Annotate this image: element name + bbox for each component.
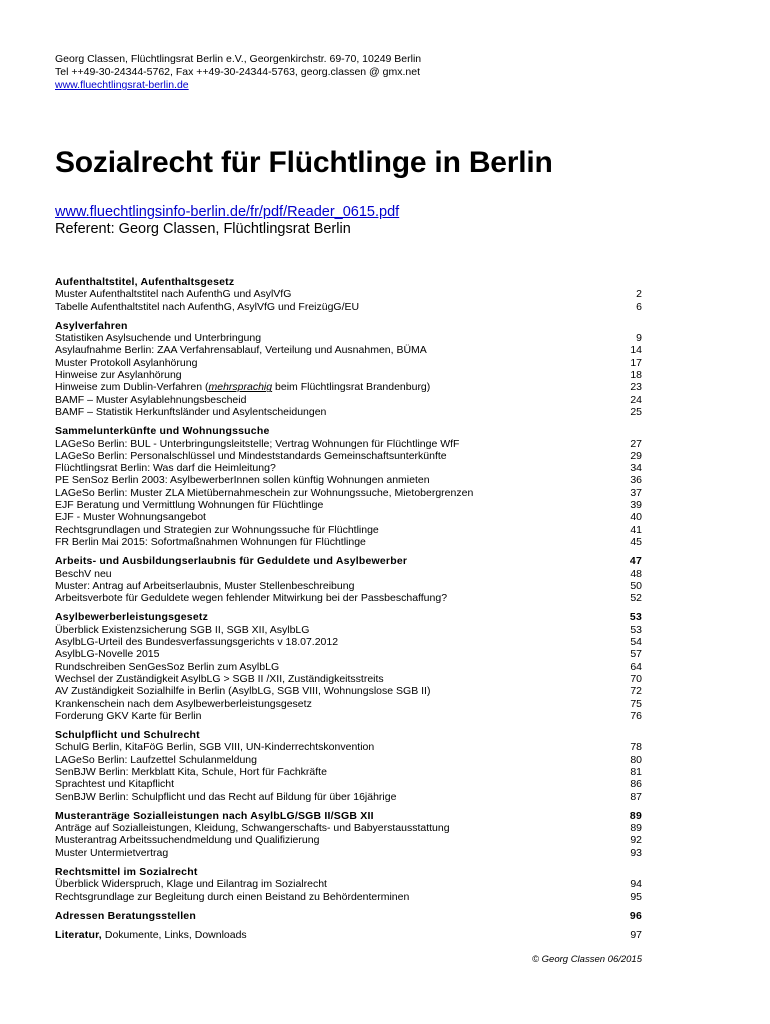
copyright-footer: © Georg Classen 06/2015: [532, 954, 642, 965]
reader-pdf-link[interactable]: www.fluechtlingsinfo-berlin.de/fr/pdf/Reader_0615.pdf: [55, 204, 400, 220]
letterhead-contact: Tel ++49-30-24344-5762, Fax ++49-30-24344-5763, georg.classen @ gmx.net: [55, 66, 420, 78]
toc-entry[interactable]: BAMF – Muster Asylablehnungsbescheid 24: [55, 393, 642, 406]
table-of-contents: [55, 276, 642, 949]
toc-entry[interactable]: LAGeSo Berlin: Muster ZLA Mietübernahmeschein zur Wohnungssuche, Mietobergrenzen 37: [55, 486, 642, 499]
document-title: Sozialrecht für Flüchtlinge in Berlin: [55, 146, 553, 179]
toc-entry[interactable]: AsylbLG-Novelle 2015 57: [55, 648, 642, 661]
toc-heading: Adressen Beratungsstellen: [55, 909, 196, 922]
toc-entry[interactable]: Sprachtest und Kitapflicht 86: [55, 778, 642, 791]
toc-entry[interactable]: AV Zuständigkeit Sozialhilfe in Berlin (AsylbLG, SGB VIII, Wohnungslose SGB II) 72: [55, 685, 642, 698]
toc-heading: Asylverfahren: [55, 319, 128, 332]
subtitle-block: [55, 204, 399, 238]
toc-entry[interactable]: Musterantrag Arbeitssuchendmeldung und Qualifizierung 92: [55, 834, 642, 847]
toc-heading: Arbeits- und Ausbildungserlaubnis für Geduldete und Asylbewerber: [55, 555, 408, 568]
toc-entry[interactable]: EJF - Muster Wohnungsangebot 40: [55, 511, 642, 524]
toc-entry[interactable]: Wechsel der Zuständigkeit AsylbLG > SGB II /XII, Zuständigkeitsstreits 70: [55, 672, 642, 685]
toc-entry[interactable]: PE SenSoz Berlin 2003: AsylbewerberInnen sollen künftig Wohnungen anmieten 36: [55, 474, 642, 487]
toc-section-arbeitserlaubnis: Arbeits- und Ausbildungserlaubnis für Geduldete und Asylbewerber 47 BeschV neu 48 Muster: Antrag auf Arbeitserlaubnis, Muster Stellenbeschreibung 50 Arbeitsverbote für Geduldete wegen fehlender Mitwirkung bei der Passbeschaffung? 52: [55, 555, 642, 605]
letterhead-website-link[interactable]: www.fluechtlingsrat-berlin.de: [55, 79, 189, 91]
toc-section-literatur: [55, 929, 642, 941]
toc-entry[interactable]: LAGeSo Berlin: BUL - Unterbringungsleitstelle; Vertrag Wohnungen für Flüchtlinge WfF 27: [55, 437, 642, 450]
toc-entry[interactable]: Hinweise zum Dublin-Verfahren (mehrsprachig beim Flüchtlingsrat Brandenburg) 23: [55, 381, 642, 394]
toc-heading: Sammelunterkünfte und Wohnungssuche: [55, 425, 270, 438]
toc-entry[interactable]: BAMF – Statistik Herkunftsländer und Asylentscheidungen 25: [55, 405, 642, 418]
toc-heading: Musteranträge Sozialleistungen nach AsylbLG/SGB II/SGB XII: [55, 809, 374, 822]
toc-entry[interactable]: Rechtsgrundlage zur Begleitung durch einen Beistand zu Behördenterminen 95: [55, 890, 642, 903]
toc-entry[interactable]: LAGeSo Berlin: Laufzettel Schulanmeldung 80: [55, 753, 642, 766]
toc-entry[interactable]: Krankenschein nach dem Asylbewerberleistungsgesetz 75: [55, 697, 642, 710]
toc-entry[interactable]: Literatur, Dokumente, Links, Downloads 97: [55, 929, 642, 942]
toc-section-asylverfahren: [55, 320, 642, 418]
toc-entry[interactable]: BeschV neu 48: [55, 567, 642, 580]
toc-entry[interactable]: EJF Beratung und Vermittlung Wohnungen für Flüchtlinge 39: [55, 499, 642, 512]
toc-entry[interactable]: AsylbLG-Urteil des Bundesverfassungsgerichts v 18.07.2012 54: [55, 636, 642, 649]
toc-heading: Literatur,: [55, 929, 102, 942]
toc-entry[interactable]: Adressen Beratungsstellen 96: [55, 909, 642, 922]
toc-entry[interactable]: Tabelle Aufenthaltstitel nach AufenthG, AsylVfG und FreizügG/EU 6: [55, 300, 642, 313]
referent-line: Referent: Georg Classen, Flüchtlingsrat Berlin: [55, 221, 351, 237]
toc-heading: Asylbewerberleistungsgesetz: [55, 611, 209, 624]
toc-entry[interactable]: LAGeSo Berlin: Personalschlüssel und Mindeststandards Gemeinschaftsunterkünfte 29: [55, 449, 642, 462]
toc-entry[interactable]: Statistiken Asylsuchende und Unterbringung 9: [55, 332, 642, 345]
toc-section-rechtsmittel: [55, 866, 642, 903]
toc-entry[interactable]: Asylaufnahme Berlin: ZAA Verfahrensablauf, Verteilung und Ausnahmen, BÜMA 14: [55, 344, 642, 357]
toc-entry[interactable]: Überblick Existenzsicherung SGB II, SGB XII, AsylbLG 53: [55, 623, 642, 636]
toc-section-aufenthalt: [55, 276, 642, 313]
toc-entry[interactable]: SenBJW Berlin: Schulpflicht und das Recht auf Bildung für über 16jährige 87: [55, 790, 642, 803]
letterhead: [55, 53, 421, 92]
toc-section-adressen: [55, 910, 642, 922]
toc-heading: Aufenthaltstitel, Aufenthaltsgesetz: [55, 276, 235, 288]
toc-entry[interactable]: Hinweise zur Asylanhörung 18: [55, 369, 642, 382]
toc-entry[interactable]: Arbeitsverbote für Geduldete wegen fehlender Mitwirkung bei der Passbeschaffung? 52: [55, 592, 642, 605]
toc-section-asylblg: Asylbewerberleistungsgesetz 53 Überblick Existenzsicherung SGB II, SGB XII, AsylbLG 53 AsylbLG-Urteil des Bundesverfassungsgerichts v 18.07.2012 54 AsylbLG-Novelle 2015 57 Rundschreiben SenGesSoz Berlin zum AsylbLG 64 Wechsel der Zuständigkeit AsylbLG > SGB II /XII, Zuständigkeitsstreits 70 AV Zuständigkeit Sozialhilfe in Berlin (AsylbLG, SGB VIII, Wohnungslose SGB II) 72 Krankenschein nach dem Asylbewerberleistungsgesetz 75 Forderung GKV Karte für Berlin 76: [55, 611, 642, 722]
toc-entry[interactable]: Flüchtlingsrat Berlin: Was darf die Heimleitung? 34: [55, 462, 642, 475]
toc-entry[interactable]: Anträge auf Sozialleistungen, Kleidung, Schwangerschafts- und Babyerstausstattung 89: [55, 822, 642, 835]
toc-entry[interactable]: Muster Protokoll Asylanhörung 17: [55, 356, 642, 369]
toc-section-schulpflicht: [55, 729, 642, 803]
toc-section-unterkuenfte: [55, 425, 642, 548]
toc-entry[interactable]: Muster Aufenthaltstitel nach AufenthG und AsylVfG 2: [55, 288, 642, 301]
toc-entry[interactable]: Rundschreiben SenGesSoz Berlin zum AsylbLG 64: [55, 660, 642, 673]
toc-entry[interactable]: Überblick Widerspruch, Klage und Eilantrag im Sozialrecht 94: [55, 878, 642, 891]
toc-entry[interactable]: Muster: Antrag auf Arbeitserlaubnis, Muster Stellenbeschreibung 50: [55, 579, 642, 592]
toc-entry[interactable]: SenBJW Berlin: Merkblatt Kita, Schule, Hort für Fachkräfte 81: [55, 765, 642, 778]
toc-section-mustertantraege: Musteranträge Sozialleistungen nach AsylbLG/SGB II/SGB XII 89 Anträge auf Sozialleistungen, Kleidung, Schwangerschafts- und Babyerstausstattung 89 Musterantrag Arbeitssuchendmeldung und Qualifizierung 92 Muster Untermietvertrag 93: [55, 809, 642, 859]
toc-entry[interactable]: SchulG Berlin, KitaFöG Berlin, SGB VIII, UN-Kinderrechtskonvention 78: [55, 741, 642, 754]
toc-entry[interactable]: Forderung GKV Karte für Berlin 76: [55, 709, 642, 722]
toc-heading: Rechtsmittel im Sozialrecht: [55, 866, 198, 879]
toc-entry[interactable]: FR Berlin Mai 2015: Sofortmaßnahmen Wohnungen für Flüchtlinge 45: [55, 535, 642, 548]
toc-entry[interactable]: Rechtsgrundlagen und Strategien zur Wohnungssuche für Flüchtlinge 41: [55, 523, 642, 536]
toc-heading: Schulpflicht und Schulrecht: [55, 729, 200, 742]
letterhead-address: Georg Classen, Flüchtlingsrat Berlin e.V., Georgenkirchstr. 69-70, 10249 Berlin: [55, 53, 422, 65]
toc-entry[interactable]: Muster Untermietvertrag 93: [55, 846, 642, 859]
mehrsprachig-link[interactable]: mehrsprachig: [208, 381, 273, 394]
